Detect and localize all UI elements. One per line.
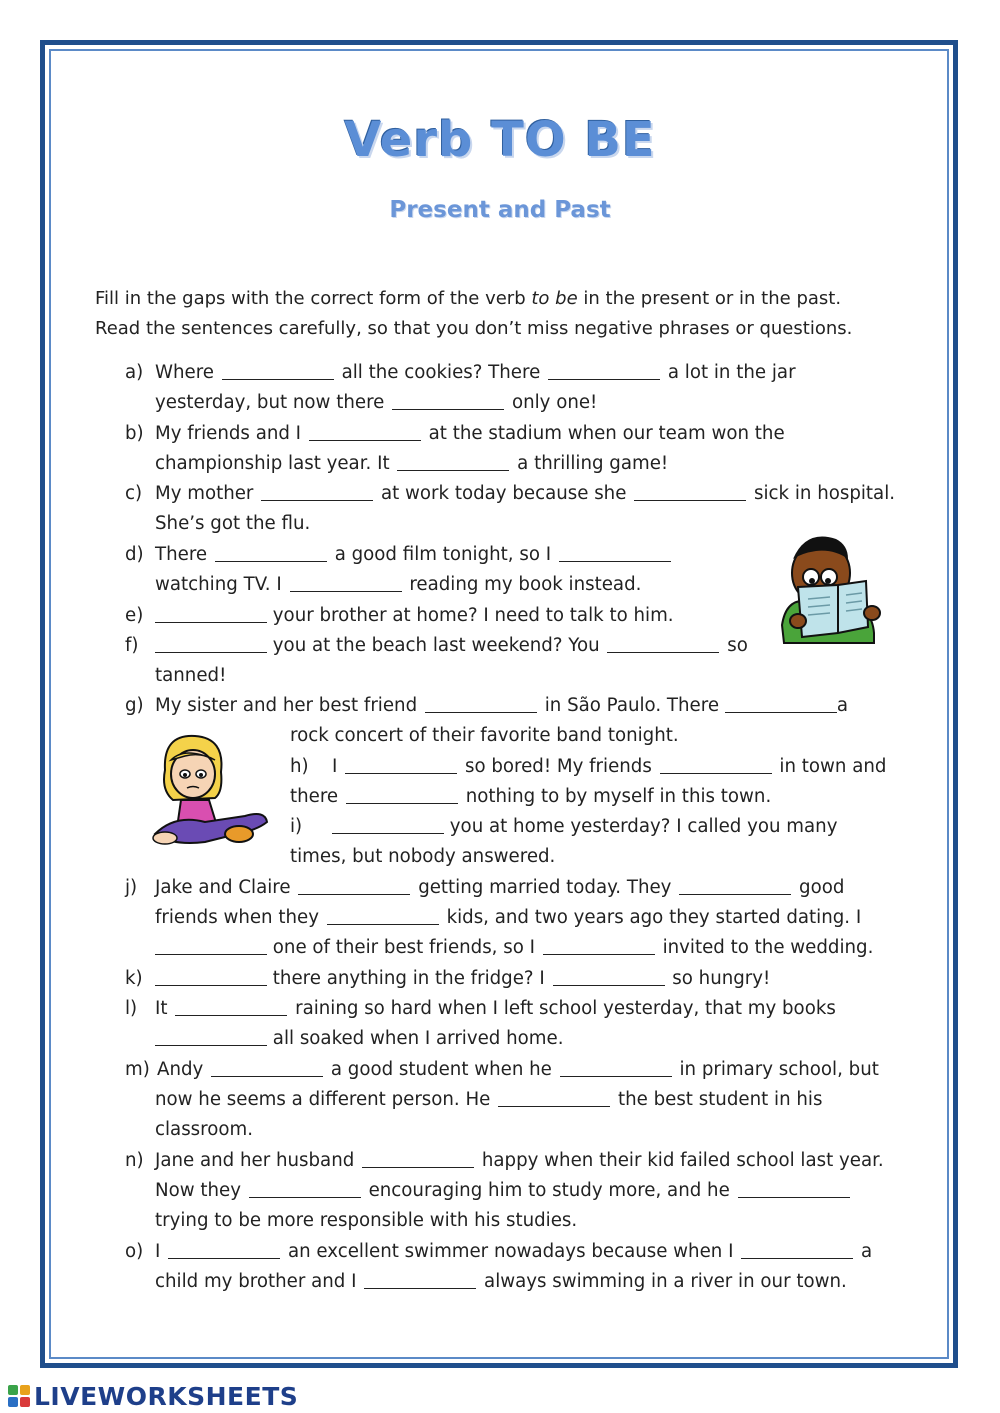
item-label: j) <box>125 877 138 898</box>
item-g-line-1: My sister and her best friend in São Paulo. There a <box>155 695 848 716</box>
answer-blank[interactable] <box>362 1149 474 1168</box>
item-d-line-1: There a good film tonight, so I <box>155 540 673 570</box>
answer-blank[interactable] <box>738 1179 850 1198</box>
item-c-line-2: She’s got the flu. <box>155 513 311 534</box>
liveworksheets-logo[interactable] <box>8 1381 298 1411</box>
answer-blank[interactable] <box>397 452 509 471</box>
answer-blank[interactable] <box>298 876 410 895</box>
answer-blank[interactable] <box>155 604 267 623</box>
answer-blank[interactable] <box>327 906 439 925</box>
item-n-line-3: trying to be more responsible with his studies. <box>155 1210 578 1231</box>
item-j-line-3: one of their best friends, so I invited to the wedding. <box>155 933 873 963</box>
answer-blank[interactable] <box>155 967 267 986</box>
item-label: m) <box>125 1059 150 1080</box>
item-label: b) <box>125 423 144 444</box>
answer-blank[interactable] <box>222 361 334 380</box>
item-j-line-1: Jake and Claire getting married today. They good <box>155 877 845 898</box>
answer-blank[interactable] <box>660 755 772 774</box>
instructions-text: in the present or in the past. <box>577 288 842 309</box>
item-l-line-1: It raining so hard when I left school yesterday, that my books <box>155 998 836 1019</box>
page-subtitle: Present and Past <box>389 197 611 223</box>
item-label: o) <box>125 1241 144 1262</box>
item-m-line-2: now he seems a different person. He the best student in his <box>155 1089 823 1110</box>
answer-blank[interactable] <box>249 1179 361 1198</box>
brand-name: LIVEWORKSHEETS <box>34 1381 299 1411</box>
item-label: f) <box>125 635 139 656</box>
answer-blank[interactable] <box>607 634 719 653</box>
item-label: c) <box>125 483 143 504</box>
answer-blank[interactable] <box>155 1027 267 1046</box>
item-label: h) <box>290 756 309 777</box>
item-f-line-2: tanned! <box>155 665 227 686</box>
answer-blank[interactable] <box>425 694 537 713</box>
item-h-line-1: I so bored! My friends in town and <box>332 756 887 777</box>
answer-blank[interactable] <box>679 876 791 895</box>
item-i-line-1: you at home yesterday? I called you many <box>332 812 837 842</box>
item-k-line-1: there anything in the fridge? I so hungry! <box>155 964 770 994</box>
answer-blank[interactable] <box>155 936 267 955</box>
item-g-line-2: rock concert of their favorite band tonight. <box>290 725 679 746</box>
answer-blank[interactable] <box>345 755 457 774</box>
answer-blank[interactable] <box>215 543 327 562</box>
answer-blank[interactable] <box>346 785 458 804</box>
item-label: a) <box>125 362 144 383</box>
page-title: Verb TO BE <box>344 112 656 168</box>
instructions-verb: to be <box>531 288 578 309</box>
item-label: n) <box>125 1150 144 1171</box>
answer-blank[interactable] <box>332 815 444 834</box>
answer-blank[interactable] <box>553 967 665 986</box>
answer-blank[interactable] <box>560 1058 672 1077</box>
answer-blank[interactable] <box>364 1270 476 1289</box>
item-label: i) <box>290 816 303 837</box>
instructions-line-1 <box>95 284 925 314</box>
boy-reading-illustration <box>776 525 896 650</box>
item-f-line-1: you at the beach last weekend? You so <box>155 631 748 661</box>
instructions-text: Fill in the gaps with the correct form of the verb <box>95 288 532 309</box>
answer-blank[interactable] <box>211 1058 323 1077</box>
answer-blank[interactable] <box>498 1088 610 1107</box>
item-a-line-2: yesterday, but now there only one! <box>155 392 598 413</box>
answer-blank[interactable] <box>559 543 671 562</box>
answer-blank[interactable] <box>290 573 402 592</box>
item-m-line-3: classroom. <box>155 1119 253 1140</box>
answer-blank[interactable] <box>168 1240 280 1259</box>
item-o-line-1: I an excellent swimmer nowadays because when I a <box>155 1241 873 1262</box>
item-b-line-2: championship last year. It a thrilling game! <box>155 453 669 474</box>
answer-blank[interactable] <box>175 997 287 1016</box>
item-n-line-2: Now they encouraging him to study more, and he <box>155 1176 852 1206</box>
item-label: d) <box>125 544 144 565</box>
item-i-line-2: times, but nobody answered. <box>290 846 556 867</box>
answer-blank[interactable] <box>634 482 746 501</box>
logo-grid-icon <box>8 1385 30 1407</box>
item-label: k) <box>125 968 143 989</box>
item-h-line-2: there nothing to by myself in this town. <box>290 786 772 807</box>
item-a-line-1: Where all the cookies? There a lot in the jar <box>155 362 796 383</box>
answer-blank[interactable] <box>543 936 655 955</box>
bored-girl-illustration <box>145 730 273 850</box>
answer-blank[interactable] <box>155 634 267 653</box>
item-b-line-1: My friends and I at the stadium when our team won the <box>155 423 785 444</box>
item-label: e) <box>125 605 144 626</box>
answer-blank[interactable] <box>392 391 504 410</box>
answer-blank[interactable] <box>741 1240 853 1259</box>
item-c-line-1: My mother at work today because she sick in hospital. <box>155 483 896 504</box>
item-d-line-2: watching TV. I reading my book instead. <box>155 574 642 595</box>
item-m-line-1: Andy a good student when he in primary school, but <box>157 1059 879 1080</box>
item-l-line-2: all soaked when I arrived home. <box>155 1024 563 1054</box>
item-n-line-1: Jane and her husband happy when their kid failed school last year. <box>155 1150 884 1171</box>
item-o-line-2: child my brother and I always swimming in a river in our town. <box>155 1271 847 1292</box>
answer-blank[interactable] <box>309 422 421 441</box>
answer-blank[interactable] <box>725 694 837 713</box>
item-label: l) <box>125 998 138 1019</box>
answer-blank[interactable] <box>548 361 660 380</box>
item-label: g) <box>125 695 144 716</box>
item-e-line-1: your brother at home? I need to talk to him. <box>155 601 674 631</box>
item-j-line-2: friends when they kids, and two years ago they started dating. I <box>155 907 862 928</box>
instructions-line-2: Read the sentences carefully, so that you don’t miss negative phrases or questions. <box>95 318 853 339</box>
answer-blank[interactable] <box>261 482 373 501</box>
